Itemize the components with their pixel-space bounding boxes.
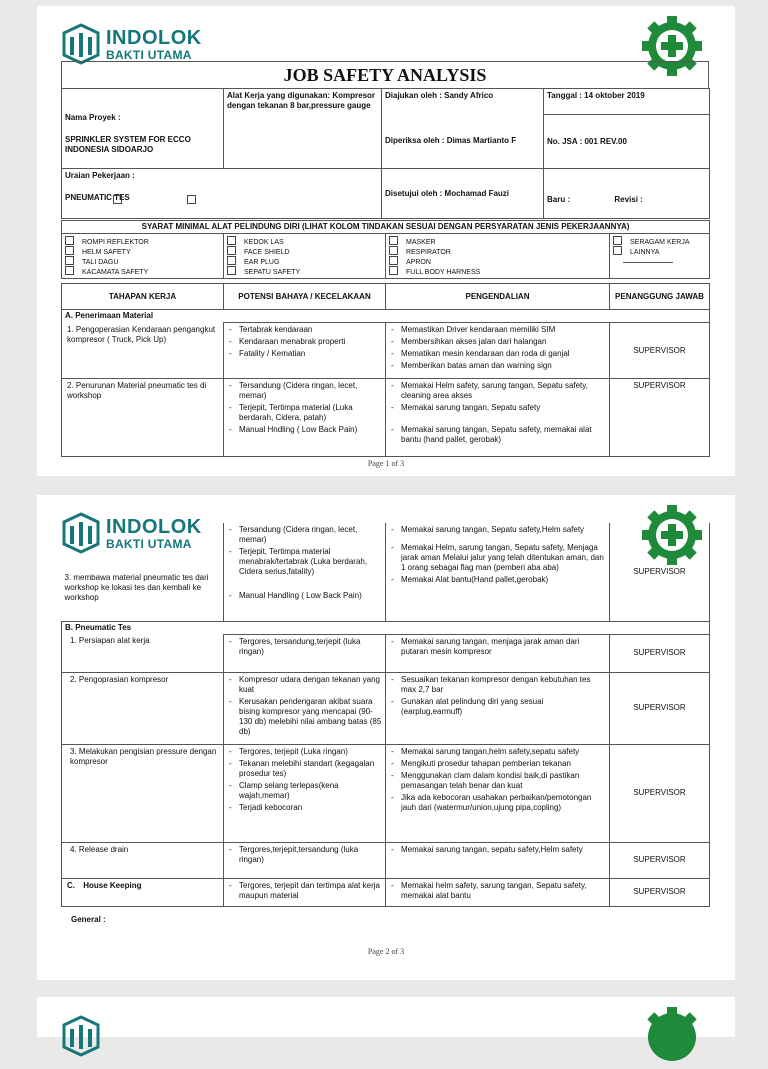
- ppe-checkbox[interactable]: [389, 266, 398, 275]
- ppe-item: APRON: [406, 259, 431, 266]
- jsa-number: No. JSA : 001 REV.00: [544, 115, 710, 169]
- tools-used: Alat Kerja yang digunakan: Kompresor dengan tekanan 8 bar,pressure gauge: [224, 89, 382, 169]
- ppe-checkbox[interactable]: [613, 246, 622, 255]
- list-item: - Terjepit, Tertimpa material (Luka berdarah, Cidera, patah): [227, 403, 382, 423]
- job-desc-checkbox-1[interactable]: [113, 195, 122, 204]
- pj-cell: SUPERVISOR: [610, 878, 710, 906]
- ppe-column-2: [224, 234, 386, 279]
- table-row: [62, 379, 710, 457]
- company-logo: [62, 1015, 100, 1057]
- list-item: - Memakai sarung tangan, Sepatu safety,Helm safety: [389, 525, 606, 535]
- list-item: - Memakai sarung tangan, sepatu safety,Helm safety: [389, 845, 606, 855]
- ppe-item: FACE SHIELD: [244, 249, 290, 256]
- company-name-line1: INDOLOK: [106, 26, 202, 49]
- ppe-column-4: [610, 234, 710, 279]
- ppe-column-3: [386, 234, 610, 279]
- list-item: - Mengikuti prosedur tahapan pemberian tekanan: [389, 759, 606, 769]
- list-item: - Memastikan Driver kendaraan memiliki SIM: [389, 325, 606, 335]
- job-desc-cell: [62, 169, 382, 219]
- task-table-page-2: [61, 523, 710, 907]
- ppe-checkbox[interactable]: [389, 236, 398, 245]
- ppe-item: SEPATU SAFETY: [244, 269, 301, 276]
- project-cell: [62, 89, 224, 169]
- list-item: - Manual Hndling ( Low Back Pain): [227, 425, 382, 435]
- ppe-checkbox[interactable]: [227, 236, 236, 245]
- ppe-checkbox[interactable]: [227, 266, 236, 275]
- list-item: - Memakai Alat bantu(Hand pallet,gerobak): [389, 575, 606, 585]
- page-footer-2: Page 2 of 3: [367, 947, 405, 956]
- pengendalian-cell: [386, 878, 610, 906]
- ppe-checkbox[interactable]: [389, 246, 398, 255]
- table-row: [62, 323, 710, 379]
- list-item: - Fatality / Kematian: [227, 349, 382, 359]
- list-item: - Terjepit, Tertimpa material menabrak/tertabrak (Luka berdarah, Cidera serius,fatality): [227, 547, 382, 577]
- col-header-potensi: POTENSI BAHAYA / KECELAKAAN: [224, 284, 386, 310]
- list-item: - Tersandung (Cidera ringan, lecet, memar): [227, 525, 382, 545]
- pj-cell: SUPERVISOR: [610, 672, 710, 744]
- checked-by: Diperiksa oleh : Dimas Martianto F: [382, 115, 544, 169]
- pj-cell: SUPERVISOR: [610, 634, 710, 672]
- tahapan-cell: 3. membawa material pneumatic tes dari workshop ke lokasi tes dan kembali ke workshop: [64, 573, 209, 602]
- jsa-header-table: [61, 88, 710, 219]
- pengendalian-cell: [386, 634, 610, 672]
- job-desc-label: Uraian Pekerjaan :: [65, 171, 135, 180]
- list-item: - Memakai Helm safety, sarung tangan, Sepatu safety, cleaning area akses: [389, 381, 606, 401]
- ppe-checkbox[interactable]: [65, 256, 74, 265]
- tahapan-cell: 2. Pengoprasian kompresor: [62, 672, 224, 744]
- col-header-tahapan: TAHAPAN KERJA: [62, 284, 224, 310]
- list-item: - Kerusakan pendengaran akibat suara bising kompresor yang mencapai (90-130 db) melebihi nilai ambang batas (85 db): [227, 697, 382, 737]
- list-item: - Memberikan batas aman dan warning sign: [389, 361, 606, 371]
- status-cell: [544, 169, 710, 219]
- pengendalian-cell: [386, 379, 610, 457]
- tahapan-cell: 1. Pengoperasian Kendaraan pengangkut kompresor ( Truck, Pick Up): [62, 323, 224, 379]
- pj-cell: SUPERVISOR: [610, 323, 710, 379]
- pengendalian-cell: [386, 523, 610, 621]
- ppe-item: EAR PLUG: [244, 259, 280, 266]
- section-c-letter: C.: [67, 880, 75, 890]
- list-item: - Memakai sarung tangan, Sepatu safety: [389, 403, 606, 413]
- pj-cell: SUPERVISOR: [610, 744, 710, 842]
- potensi-cell: [224, 744, 386, 842]
- potensi-cell: [224, 523, 386, 621]
- ppe-item: HELM SAFETY: [82, 249, 131, 256]
- list-item: - Clamp selang terlepas(kena wajah,memar): [227, 781, 382, 801]
- tahapan-cell: 1. Persiapan alat kerja: [62, 634, 224, 672]
- ppe-other-line[interactable]: [623, 256, 673, 263]
- table-row: [62, 634, 710, 672]
- list-item: - Tersandung (Cidera ringan, lecet, memar): [227, 381, 382, 401]
- document-page-1: [37, 6, 735, 476]
- document-page-2: [37, 495, 735, 980]
- pengendalian-cell: [386, 744, 610, 842]
- ppe-column-1: [62, 234, 224, 279]
- ppe-checkbox[interactable]: [227, 246, 236, 255]
- ppe-checkbox[interactable]: [65, 266, 74, 275]
- list-item: - Memakai sarung tangan,helm safety,sepatu safety: [389, 747, 606, 757]
- list-item: - Kompresor udara dengan tekanan yang kuat: [227, 675, 382, 695]
- submitted-by: Diajukan oleh : Sandy Africo: [382, 89, 544, 115]
- ppe-checkbox[interactable]: [227, 256, 236, 265]
- potensi-cell: [224, 379, 386, 457]
- table-row: [62, 523, 710, 621]
- ppe-item: RESPIRATOR: [406, 249, 451, 256]
- potensi-cell: [224, 842, 386, 878]
- tahapan-cell: 4. Release drain: [62, 842, 224, 878]
- potensi-cell: [224, 323, 386, 379]
- new-label: Baru :: [547, 194, 571, 204]
- tahapan-cell: 3. Melakukan pengisian pressure dengan kompresor: [62, 744, 224, 842]
- list-item: - Tergores, tersandung,terjepit (luka ringan): [227, 637, 382, 657]
- ppe-title: SYARAT MINIMAL ALAT PELINDUNG DIRI (LIHAT KOLOM TINDAKAN SESUAI DENGAN PERSYARATAN JENIS PEKERJAANNYA): [62, 221, 710, 234]
- section-c-label: House Keeping: [83, 880, 142, 890]
- ppe-checkbox[interactable]: [613, 236, 622, 245]
- ppe-item: LAINNYA: [630, 249, 660, 256]
- company-name-line2: BAKTI UTAMA: [106, 536, 192, 551]
- pengendalian-cell: [386, 323, 610, 379]
- safety-gear-cross-icon: [640, 1005, 704, 1069]
- list-item: - Tergores,terjepit,tersandung (luka ringan): [227, 845, 382, 865]
- list-item: - Gunakan alat pelindung diri yang sesuai (earplug,earmuff): [389, 697, 606, 717]
- table-row: [62, 672, 710, 744]
- approved-by: Disetujui oleh : Mochamad Fauzi: [382, 169, 544, 219]
- potensi-cell: [224, 672, 386, 744]
- list-item: - Membersihkan akses jalan dari halangan: [389, 337, 606, 347]
- list-item: - Tertabrak kendaraan: [227, 325, 382, 335]
- list-item: - Tekanan melebihi standart (kegagalan prosedur tes): [227, 759, 382, 779]
- list-item: - Memakai helm safety, sarung tangan, Sepatu safety, memakai alat bantu: [389, 881, 606, 901]
- job-desc-checkbox-2[interactable]: [187, 195, 196, 204]
- list-item: - Terjadi kebocoran: [227, 803, 382, 813]
- task-table-page-1: [61, 283, 710, 457]
- list-item: - Tergores, terjepit dan tertimpa alat kerja maupun material: [227, 881, 382, 901]
- table-row: [62, 878, 710, 906]
- col-header-pj: PENANGGUNG JAWAB: [610, 284, 710, 310]
- table-row: [62, 744, 710, 842]
- section-c-title: [62, 878, 224, 906]
- list-item: - Menggunakan clam dalam kondisi baik,di pastikan pemasangan telah benar dan kuat: [389, 771, 606, 791]
- list-item: - Memakai Helm, sarung tangan, Sepatu safety, Menjaga jarak aman Melalui jalur yang telah ditentukan aman, dan 1 orang sebagai flag man (pemberi aba aba): [389, 543, 606, 573]
- project-label: Nama Proyek :: [65, 113, 121, 122]
- pj-cell: SUPERVISOR: [610, 523, 710, 621]
- pj-cell: SUPERVISOR: [610, 842, 710, 878]
- revision-label: Revisi :: [614, 194, 643, 204]
- company-name-line2: BAKTI UTAMA: [106, 47, 192, 62]
- ppe-item: KEDOK LAS: [244, 239, 284, 246]
- col-header-pengendalian: PENGENDALIAN: [386, 284, 610, 310]
- ppe-item: SERAGAM KERJA: [630, 239, 690, 246]
- list-item: - Kendaraan menabrak properti: [227, 337, 382, 347]
- pengendalian-cell: [386, 672, 610, 744]
- ppe-item: KACAMATA SAFETY: [82, 269, 149, 276]
- general-label: General :: [71, 915, 106, 924]
- ppe-checkbox[interactable]: [389, 256, 398, 265]
- table-row: [62, 842, 710, 878]
- document-title: JOB SAFETY ANALYSIS: [61, 61, 709, 89]
- ppe-item: ROMPI REFLEKTOR: [82, 239, 149, 246]
- tahapan-cell: 2. Penurunan Material pneumatic tes di workshop: [62, 379, 224, 457]
- ppe-item: FULL BODY HARNESS: [406, 269, 481, 276]
- project-value: SPRINKLER SYSTEM FOR ECCO INDONESIA SIDOARJO: [65, 135, 191, 154]
- indolok-logo-icon: [62, 23, 100, 65]
- document-page-3: [37, 997, 735, 1037]
- job-desc-value: PNEUMATIC TES: [65, 193, 130, 202]
- ppe-item: TALI DAGU: [82, 259, 119, 266]
- list-item: - Memakai sarung tangan, Sepatu safety, memakai alat bantu (hand pallet, gerobak): [389, 425, 606, 445]
- ppe-table: [61, 220, 710, 279]
- pj-cell: SUPERVISOR: [610, 379, 710, 457]
- list-item: - Memakai sarung tangan, menjaga jarak aman dari putaran mesin kompresor: [389, 637, 606, 657]
- ppe-checkbox[interactable]: [65, 246, 74, 255]
- company-name-line1: INDOLOK: [106, 515, 202, 538]
- list-item: - Sesuaikan tekanan kompresor dengan kebutuhan tes max 2,7 bar: [389, 675, 606, 695]
- pengendalian-cell: [386, 842, 610, 878]
- potensi-cell: [224, 634, 386, 672]
- list-item: - Mematikan mesin kendaraan dan roda di ganjal: [389, 349, 606, 359]
- section-b-title: B. Pneumatic Tes: [62, 621, 710, 634]
- list-item: - Manual Handling ( Low Back Pain): [227, 591, 382, 601]
- company-logo: [62, 23, 202, 65]
- list-item: - Tergores, terjepit (Luka ringan): [227, 747, 382, 757]
- section-a-title: A. Penerimaan Material: [62, 310, 710, 323]
- date: Tanggal : 14 oktober 2019: [544, 89, 710, 115]
- page-footer-1: Page 1 of 3: [367, 459, 405, 468]
- ppe-checkbox[interactable]: [65, 236, 74, 245]
- ppe-item: MASKER: [406, 239, 436, 246]
- indolok-logo-icon: [62, 1015, 100, 1057]
- list-item: - Jika ada kebocoran usahakan perbaikan/pemotongan jauh dari (watermur/union,ujung pipa,copling): [389, 793, 606, 813]
- potensi-cell: [224, 878, 386, 906]
